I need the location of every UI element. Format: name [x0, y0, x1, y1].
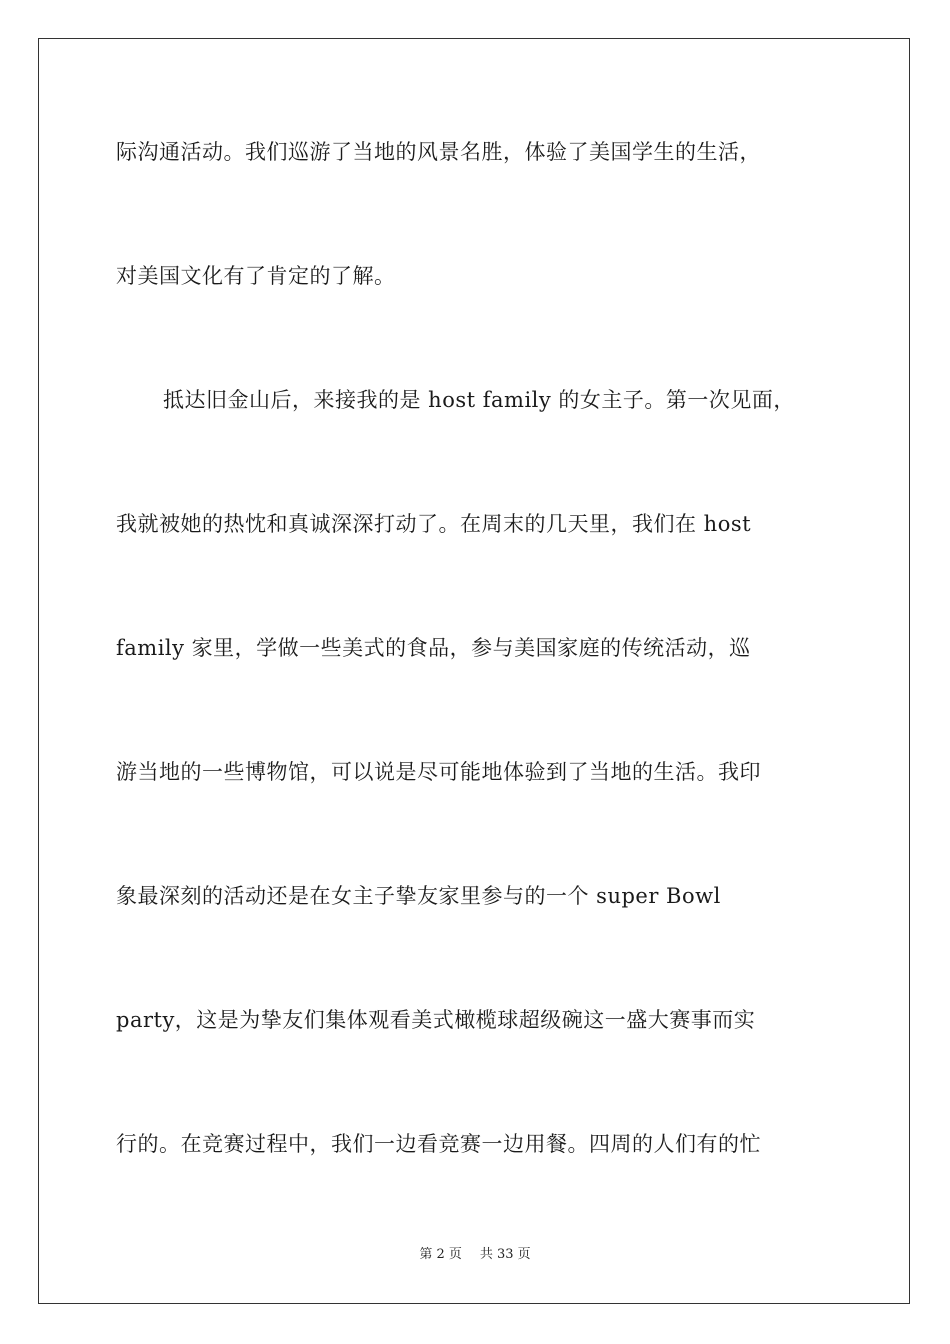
text-line: 我就被她的热忱和真诚深深打动了。在周末的几天里，我们在 host	[116, 512, 752, 536]
text-line: 象最深刻的活动还是在女主子挚友家里参与的一个 super Bowl	[116, 884, 721, 908]
text-line: party，这是为挚友们集体观看美式橄榄球超级碗这一盛大赛事而实	[116, 1008, 756, 1032]
text-line: 对美国文化有了肯定的了解。	[116, 264, 396, 288]
text-line: family 家里，学做一些美式的食品，参与美国家庭的传统活动，巡	[116, 636, 751, 660]
text-line: 行的。在竞赛过程中，我们一边看竞赛一边用餐。四周的人们有的忙	[116, 1132, 761, 1156]
total-pages: 共 33 页	[479, 1247, 531, 1262]
page-number: 第 2 页	[419, 1247, 462, 1262]
text-line: 游当地的一些博物馆，可以说是尽可能地体验到了当地的生活。我印	[116, 760, 761, 784]
text-line: 际沟通活动。我们巡游了当地的风景名胜，体验了美国学生的生活，	[116, 140, 761, 164]
page-footer	[0, 1246, 950, 1264]
paragraph-first-line: 抵达旧金山后，来接我的是 host family 的女主子。第一次见面，	[163, 388, 795, 412]
page-border	[38, 38, 910, 1304]
